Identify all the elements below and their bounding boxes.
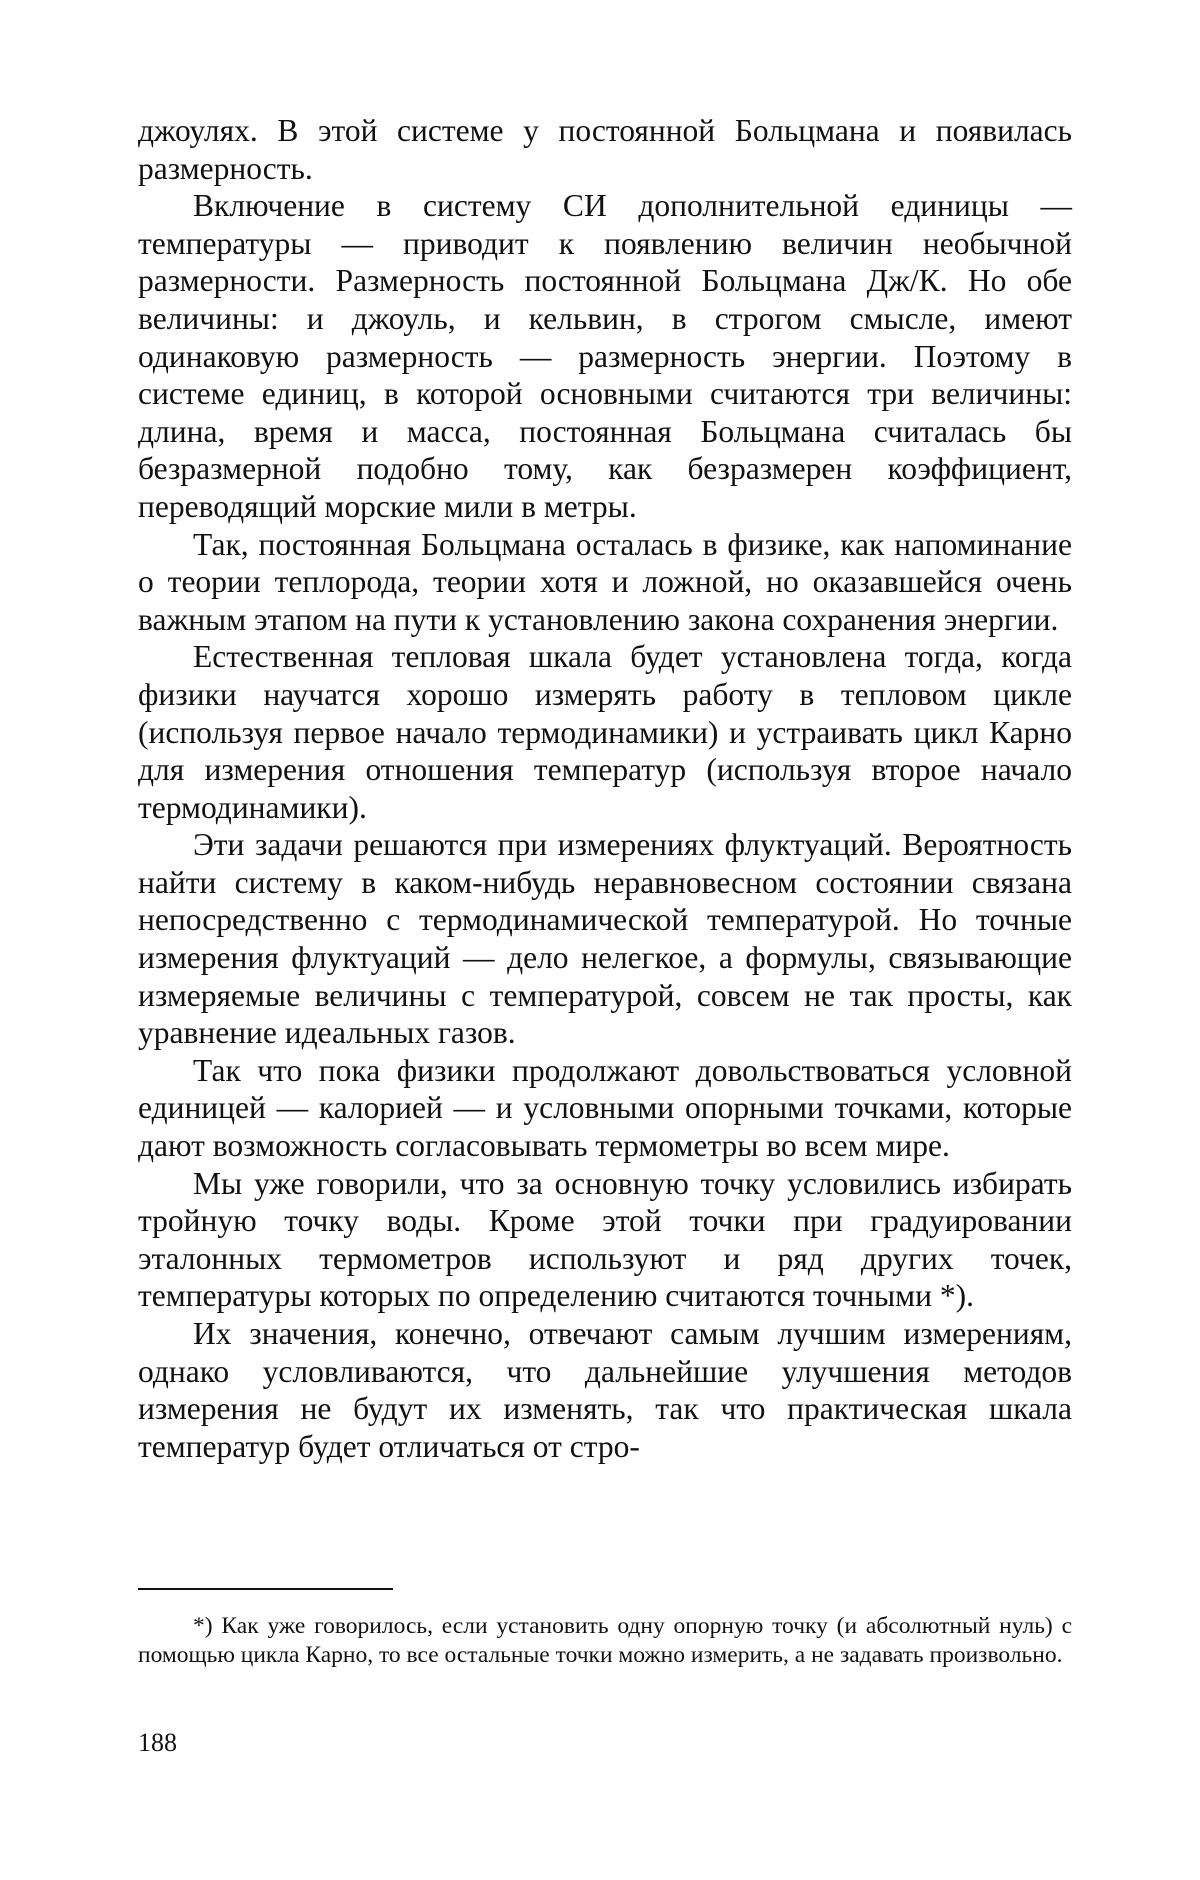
paragraph-5: Эти задачи решаются при измерениях флуктуаций. Вероятность найти систему в каком-нибудь неравновесном состоянии связана непосредственно с термодинамической температурой. Но точные измерения флуктуаций — дело нелегкое, а формулы, связывающие измеряемые величины с температурой, совсем не так просты, как уравнение идеальных газов. (138, 826, 1072, 1052)
page-number: 188 (138, 1728, 177, 1758)
paragraph-2: Включение в систему СИ дополнительной единицы — температуры — приводит к появлению величин необычной размерности. Размерность постоянной Больцмана Дж/К. Но обе величины: и джоуль, и кельвин, в строгом смысле, имеют одинаковую размерность — размерность энергии. Поэтому в системе единиц, в которой основными считаются три величины: длина, время и масса, постоянная Больцмана считалась бы безразмерной подобно тому, как безразмерен коэффициент, переводящий морские мили в метры. (138, 187, 1072, 525)
footnote: *) Как уже говорилось, если установить одну опорную точку (и абсолютный нуль) с помощью цикла Карно, то все остальные точки можно измерить, а не задавать произвольно. (138, 1612, 1072, 1670)
main-text (138, 112, 1072, 1465)
paragraph-6: Так что пока физики продолжают довольствоваться условной единицей — калорией — и условными опорными точками, которые дают возможность согласовывать термометры во всем мире. (138, 1052, 1072, 1165)
paragraph-7: Мы уже говорили, что за основную точку условились избирать тройную точку воды. Кроме этой точки при градуировании эталонных термометров используют и ряд других точек, температуры которых по определению считаются точными *). (138, 1165, 1072, 1315)
paragraph-8: Их значения, конечно, отвечают самым лучшим измерениям, однако условливаются, что дальнейшие улучшения методов измерения не будут их изменять, так что практическая шкала температур будет отличаться от стро- (138, 1315, 1072, 1465)
paragraph-4: Естественная тепловая шкала будет установлена тогда, когда физики научатся хорошо измерять работу в тепловом цикле (используя первое начало термодинамики) и устраивать цикл Карно для измерения отношения температур (используя второе начало термодинамики). (138, 638, 1072, 826)
paragraph-1: джоулях. В этой системе у постоянной Больцмана и появилась размерность. (138, 112, 1072, 187)
paragraph-3: Так, постоянная Больцмана осталась в физике, как напоминание о теории теплорода, теории хотя и ложной, но оказавшейся очень важным этапом на пути к установлению закона сохранения энергии. (138, 526, 1072, 639)
footnote-divider (138, 1588, 393, 1590)
